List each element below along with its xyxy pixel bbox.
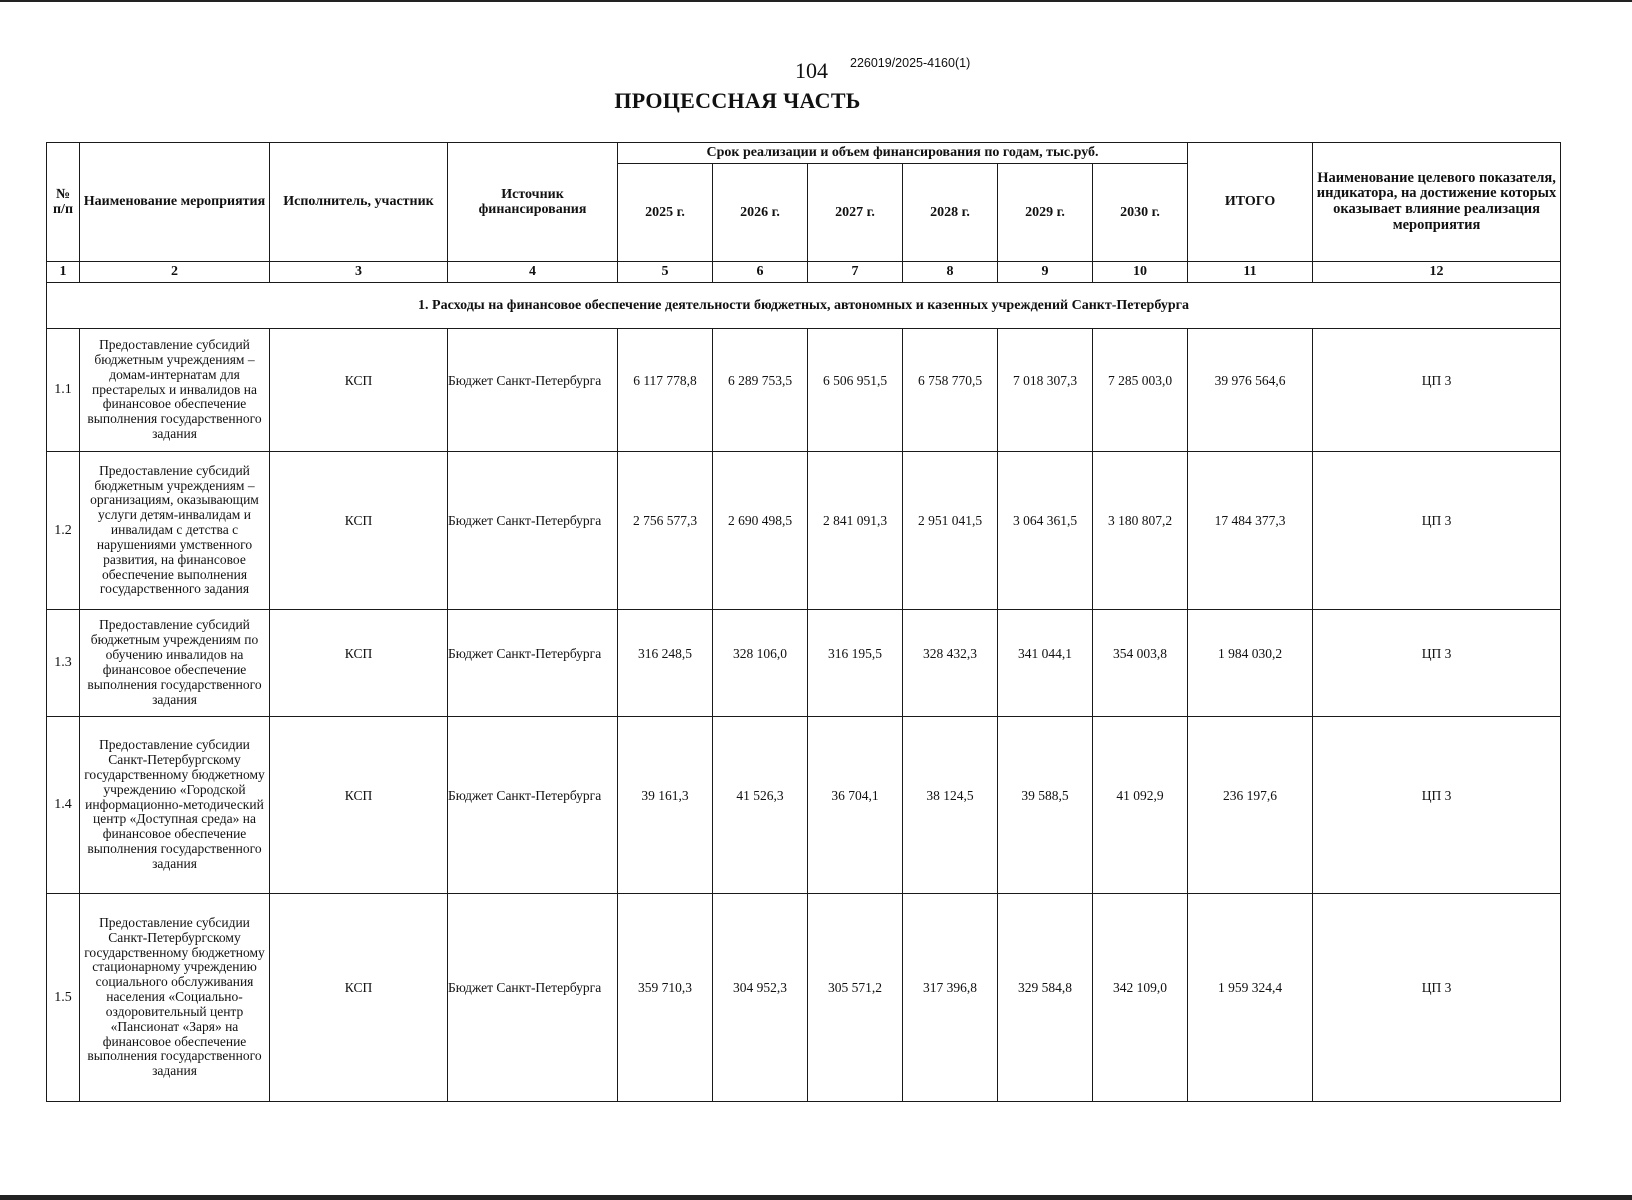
value-cell: 305 571,2: [808, 894, 903, 1102]
total-cell: 1 959 324,4: [1188, 894, 1313, 1102]
section-row: [47, 283, 1561, 329]
value-cell: 317 396,8: [903, 894, 998, 1102]
value-cell: 342 109,0: [1093, 894, 1188, 1102]
indicator-cell: ЦП 3: [1313, 329, 1561, 452]
source-cell: Бюджет Санкт-Петербурга: [448, 452, 618, 610]
header-year: 2029 г.: [998, 164, 1093, 262]
measure-name: Предоставление субсидии Санкт-Петербургскому государственному бюджетному стационарному учреждению социального обслуживания населения «Социально-оздоровительный центр «Пансионат «Заря» на финансовое обеспечение выполнения государственного задания: [80, 894, 270, 1102]
value-cell: 6 289 753,5: [713, 329, 808, 452]
column-numbers-row: [47, 262, 1561, 283]
table-row: [47, 452, 1561, 610]
header-num: № п/п: [47, 143, 80, 262]
header-total: ИТОГО: [1188, 143, 1313, 262]
header-year: 2027 г.: [808, 164, 903, 262]
measure-name: Предоставление субсидий бюджетным учреждениям – домам-интернатам для престарелых и инвалидов на финансовое обеспечение выполнения государственного задания: [80, 329, 270, 452]
value-cell: 328 432,3: [903, 610, 998, 717]
header-name: Наименование мероприятия: [80, 143, 270, 262]
value-cell: 359 710,3: [618, 894, 713, 1102]
value-cell: 39 588,5: [998, 717, 1093, 894]
column-number: 1: [47, 262, 80, 283]
measure-name: Предоставление субсидии Санкт-Петербургскому государственному бюджетному учреждению «Городской информационно-методический центр «Доступная среда» на финансовое обеспечение выполнения государственного задания: [80, 717, 270, 894]
table-row: [47, 610, 1561, 717]
executor-cell: КСП: [270, 329, 448, 452]
value-cell: 6 758 770,5: [903, 329, 998, 452]
value-cell: 354 003,8: [1093, 610, 1188, 717]
column-number: 8: [903, 262, 998, 283]
table-row: [47, 329, 1561, 452]
row-number: 1.1: [47, 329, 80, 452]
total-cell: 39 976 564,6: [1188, 329, 1313, 452]
value-cell: 328 106,0: [713, 610, 808, 717]
value-cell: 2 690 498,5: [713, 452, 808, 610]
header-year: 2028 г.: [903, 164, 998, 262]
column-number: 9: [998, 262, 1093, 283]
value-cell: 3 064 361,5: [998, 452, 1093, 610]
value-cell: 329 584,8: [998, 894, 1093, 1102]
total-cell: 17 484 377,3: [1188, 452, 1313, 610]
row-number: 1.2: [47, 452, 80, 610]
table-row: [47, 717, 1561, 894]
value-cell: 2 951 041,5: [903, 452, 998, 610]
column-number: 12: [1313, 262, 1561, 283]
header-source: Источник финансирования: [448, 143, 618, 262]
value-cell: 36 704,1: [808, 717, 903, 894]
header-year: 2030 г.: [1093, 164, 1188, 262]
header-period-group: Срок реализации и объем финансирования по годам, тыс.руб.: [618, 143, 1188, 164]
value-cell: 41 092,9: [1093, 717, 1188, 894]
source-cell: Бюджет Санкт-Петербурга: [448, 894, 618, 1102]
value-cell: 316 195,5: [808, 610, 903, 717]
value-cell: 341 044,1: [998, 610, 1093, 717]
indicator-cell: ЦП 3: [1313, 452, 1561, 610]
row-number: 1.4: [47, 717, 80, 894]
indicator-cell: ЦП 3: [1313, 717, 1561, 894]
value-cell: 7 018 307,3: [998, 329, 1093, 452]
column-number: 5: [618, 262, 713, 283]
executor-cell: КСП: [270, 610, 448, 717]
scan-top-edge: [0, 0, 1632, 2]
value-cell: 6 506 951,5: [808, 329, 903, 452]
row-number: 1.3: [47, 610, 80, 717]
total-cell: 1 984 030,2: [1188, 610, 1313, 717]
document-code: 226019/2025-4160(1): [850, 56, 971, 70]
scan-bottom-edge: [0, 1195, 1632, 1200]
indicator-cell: ЦП 3: [1313, 610, 1561, 717]
source-cell: Бюджет Санкт-Петербурга: [448, 610, 618, 717]
value-cell: 304 952,3: [713, 894, 808, 1102]
executor-cell: КСП: [270, 452, 448, 610]
financing-table: [46, 142, 1561, 1102]
table-row: [47, 894, 1561, 1102]
header-year: 2026 г.: [713, 164, 808, 262]
header-indicator: Наименование целевого показателя, индикатора, на достижение которых оказывает влияние реализация мероприятия: [1313, 143, 1561, 262]
column-number: 10: [1093, 262, 1188, 283]
source-cell: Бюджет Санкт-Петербурга: [448, 329, 618, 452]
header-year: 2025 г.: [618, 164, 713, 262]
value-cell: 316 248,5: [618, 610, 713, 717]
page-number: 104: [795, 58, 828, 83]
total-cell: 236 197,6: [1188, 717, 1313, 894]
measure-name: Предоставление субсидий бюджетным учреждениям по обучению инвалидов на финансовое обеспечение выполнения государственного задания: [80, 610, 270, 717]
column-number: 3: [270, 262, 448, 283]
source-cell: Бюджет Санкт-Петербурга: [448, 717, 618, 894]
value-cell: 2 756 577,3: [618, 452, 713, 610]
value-cell: 6 117 778,8: [618, 329, 713, 452]
value-cell: 39 161,3: [618, 717, 713, 894]
section-title: 1. Расходы на финансовое обеспечение деятельности бюджетных, автономных и казенных учреждений Санкт-Петербурга: [47, 283, 1561, 329]
page-title: ПРОЦЕССНАЯ ЧАСТЬ: [614, 88, 861, 113]
value-cell: 3 180 807,2: [1093, 452, 1188, 610]
value-cell: 7 285 003,0: [1093, 329, 1188, 452]
column-number: 2: [80, 262, 270, 283]
executor-cell: КСП: [270, 717, 448, 894]
value-cell: 41 526,3: [713, 717, 808, 894]
header-row: [47, 143, 1561, 164]
column-number: 4: [448, 262, 618, 283]
indicator-cell: ЦП 3: [1313, 894, 1561, 1102]
executor-cell: КСП: [270, 894, 448, 1102]
measure-name: Предоставление субсидий бюджетным учреждениям – организациям, оказывающим услуги детям-инвалидам и инвалидам с детства с нарушениями умственного развития, на финансовое обеспечение выполнения государственного задания: [80, 452, 270, 610]
value-cell: 38 124,5: [903, 717, 998, 894]
column-number: 7: [808, 262, 903, 283]
column-number: 11: [1188, 262, 1313, 283]
row-number: 1.5: [47, 894, 80, 1102]
header-executor: Исполнитель, участник: [270, 143, 448, 262]
column-number: 6: [713, 262, 808, 283]
value-cell: 2 841 091,3: [808, 452, 903, 610]
